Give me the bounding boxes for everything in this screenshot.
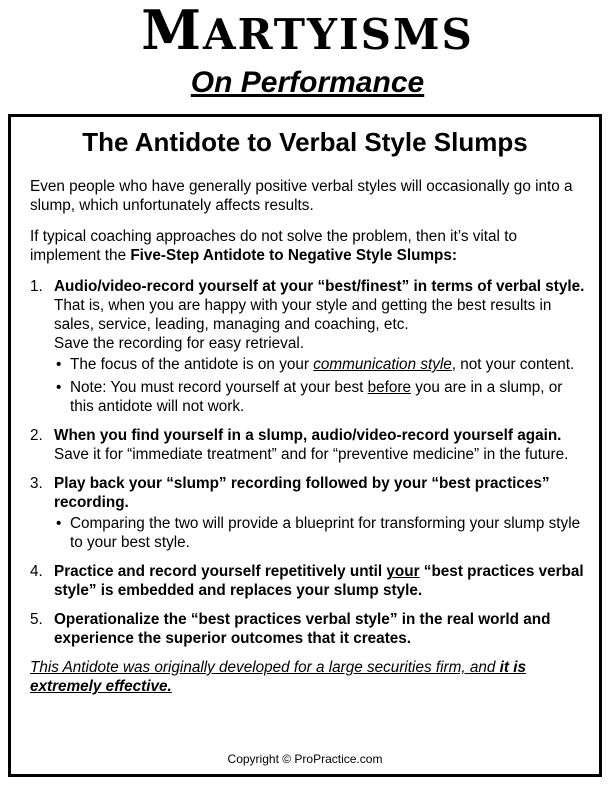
bullet-text: , not your content. [451, 356, 575, 373]
step-number: 4. [30, 563, 43, 580]
step-1-text-2: Save the recording for easy retrieval. [54, 335, 304, 352]
brand-rest: ARTYISMS [202, 10, 474, 59]
document-frame [8, 114, 602, 777]
step-number: 1. [30, 278, 43, 295]
step-1-bold: Audio/video-record yourself at your “best/finest” in terms of verbal style. [54, 278, 585, 295]
step-3-bullets [54, 514, 586, 552]
bullet-text: you are in a slump, or this antidote will not work. [70, 379, 563, 415]
document-body [30, 177, 586, 708]
step-5-bold: Operationalize the “best practices verbal style” in the real world and experience the superior outcomes that it creates. [54, 611, 551, 647]
footnote [30, 658, 586, 696]
intro-2-bold: Five-Step Antidote to Negative Style Slumps: [130, 247, 457, 264]
step-2 [30, 426, 586, 464]
step-4-bold-end: “best practices verbal style” is embedded and replaces your slump style. [54, 563, 584, 599]
bullet-text: The focus of the antidote is on your [70, 356, 314, 373]
bullet-emphasis: communication style [313, 356, 452, 373]
step-1-text: That is, when you are happy with your style and getting the best results in sales, service, leading, managing and coaching, etc. [54, 297, 552, 333]
brand-title [0, 0, 615, 62]
step-2-bold: When you find yourself in a slump, audio/video-record yourself again. [54, 427, 562, 444]
step-5 [30, 610, 586, 648]
step-4 [30, 562, 586, 600]
step-3-bold: Play back your “slump” recording followed by your “best practices” recording. [54, 475, 550, 511]
copyright: Copyright © ProPractice.com [227, 752, 383, 766]
intro-paragraph-1: Even people who have generally positive verbal styles will occasionally go into a slump, which unfortunately affects results. [30, 178, 573, 214]
intro-2-text: If typical coaching approaches do not solve the problem, then it’s vital to implement the [30, 228, 517, 264]
step-1 [30, 277, 586, 416]
page-subtitle: On Performance [190, 66, 425, 99]
step-4-bold: Practice and record yourself repetitively until [54, 563, 387, 580]
footnote-bold: it is extremely effective. [30, 659, 526, 695]
footnote-italic: This Antidote was originally developed for a large securities firm, and [30, 659, 500, 676]
document-title: The Antidote to Verbal Style Slumps [82, 127, 528, 157]
step-1-bullets [54, 355, 586, 416]
bullet-text: Note: You must record yourself at your best [70, 379, 368, 396]
intro-paragraph-2 [30, 227, 586, 265]
step-4-emphasis: your [386, 563, 420, 580]
step-number: 2. [30, 427, 43, 444]
bullet-item [54, 355, 586, 374]
step-number: 3. [30, 475, 43, 492]
brand-initial: M [141, 0, 203, 62]
steps-list [30, 277, 586, 648]
bullet-item: • Comparing the two will provide a blueprint for transforming your slump style to your best style. [54, 514, 586, 552]
step-number: 5. [30, 611, 43, 628]
bullet-emphasis: before [367, 379, 411, 396]
step-2-text: Save it for “immediate treatment” and for “preventive medicine” in the future. [54, 446, 569, 463]
bullet-item [54, 378, 586, 416]
step-3 [30, 474, 586, 552]
